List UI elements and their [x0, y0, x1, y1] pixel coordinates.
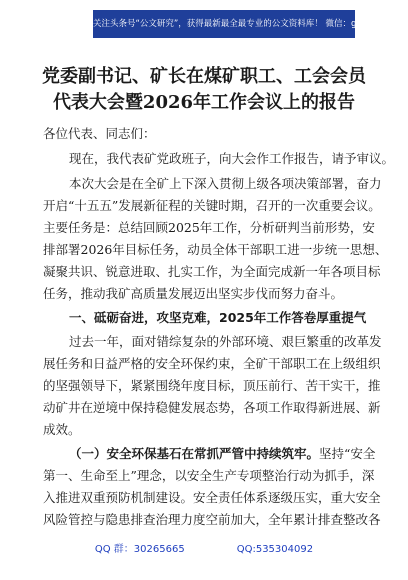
top-banner: 关注头条号“公文研究”，获得最新最全最专业的公文资料库！ 微信：gongwenyj: [93, 10, 355, 38]
salutation: 各位代表、同志们：: [43, 126, 156, 141]
paragraph-line: 展任务和日益严格的安全环保约束，全矿干部职工在上级组织: [43, 356, 381, 371]
footer-contact: [0, 540, 408, 556]
paragraph-line: 成效。: [43, 422, 81, 437]
paragraph-line: 风险管控与隐患排查治理力度空前加大，全年累计排查整改各: [43, 512, 381, 527]
paragraph-line: 任务，推动我矿高质量发展迈出坚实步伐而努力奋斗。: [43, 286, 344, 301]
paragraph-line: 入推进双重预防机制建设。安全责任体系逐级压实，重大安全: [43, 490, 381, 505]
report-title-line-1: 党委副书记、矿长在煤矿职工、工会会员: [42, 66, 366, 87]
report-title-line-2: 代表大会暨2026年工作会议上的报告: [52, 92, 356, 113]
paragraph-line: 第一、生命至上”理念，以安全生产专项整治行动为抓手，深: [43, 468, 375, 483]
section-heading-1: 一、砥砺奋进，攻坚克难，2025年工作答卷厚重提气: [69, 310, 367, 325]
subsection-heading-1: [69, 443, 376, 465]
paragraph-line: 主要任务是：总结回顾2025年工作，分析研判当前形势，安: [43, 220, 375, 235]
paragraph-line: 的坚强领导下，紧紧围绕年度目标，顶压前行、苦干实干，推: [43, 378, 381, 393]
footer-qq: QQ:535304092: [236, 544, 314, 555]
paragraph-line: 本次大会是在全矿上下深入贯彻上级各项决策部署，奋力: [69, 176, 382, 191]
paragraph-line: 开启“十五五”发展新征程的关键时期，召开的一次重要会议。: [43, 198, 381, 213]
paragraph-line: 动矿井在逆境中保持稳健发展态势，各项工作取得新进展、新: [43, 400, 381, 415]
subsection-lead-text: 坚持“安全: [319, 446, 376, 461]
subsection-heading-text: （一）安全环保基石在常抓严管中持续筑牢。: [69, 446, 320, 461]
intro-paragraph: 现在，我代表矿党政班子，向大会作工作报告，请予审议。: [69, 151, 395, 166]
footer-qq-group: QQ 群：30265665: [94, 544, 185, 555]
paragraph-line: 排部署2026年目标任务，动员全体干部职工进一步统一思想、: [43, 242, 388, 257]
paragraph-line: 过去一年，面对错综复杂的外部环境、艰巨繁重的改革发: [69, 334, 382, 349]
paragraph-line: 凝聚共识、锐意进取、扎实工作，为全面完成新一年各项目标: [43, 264, 381, 279]
